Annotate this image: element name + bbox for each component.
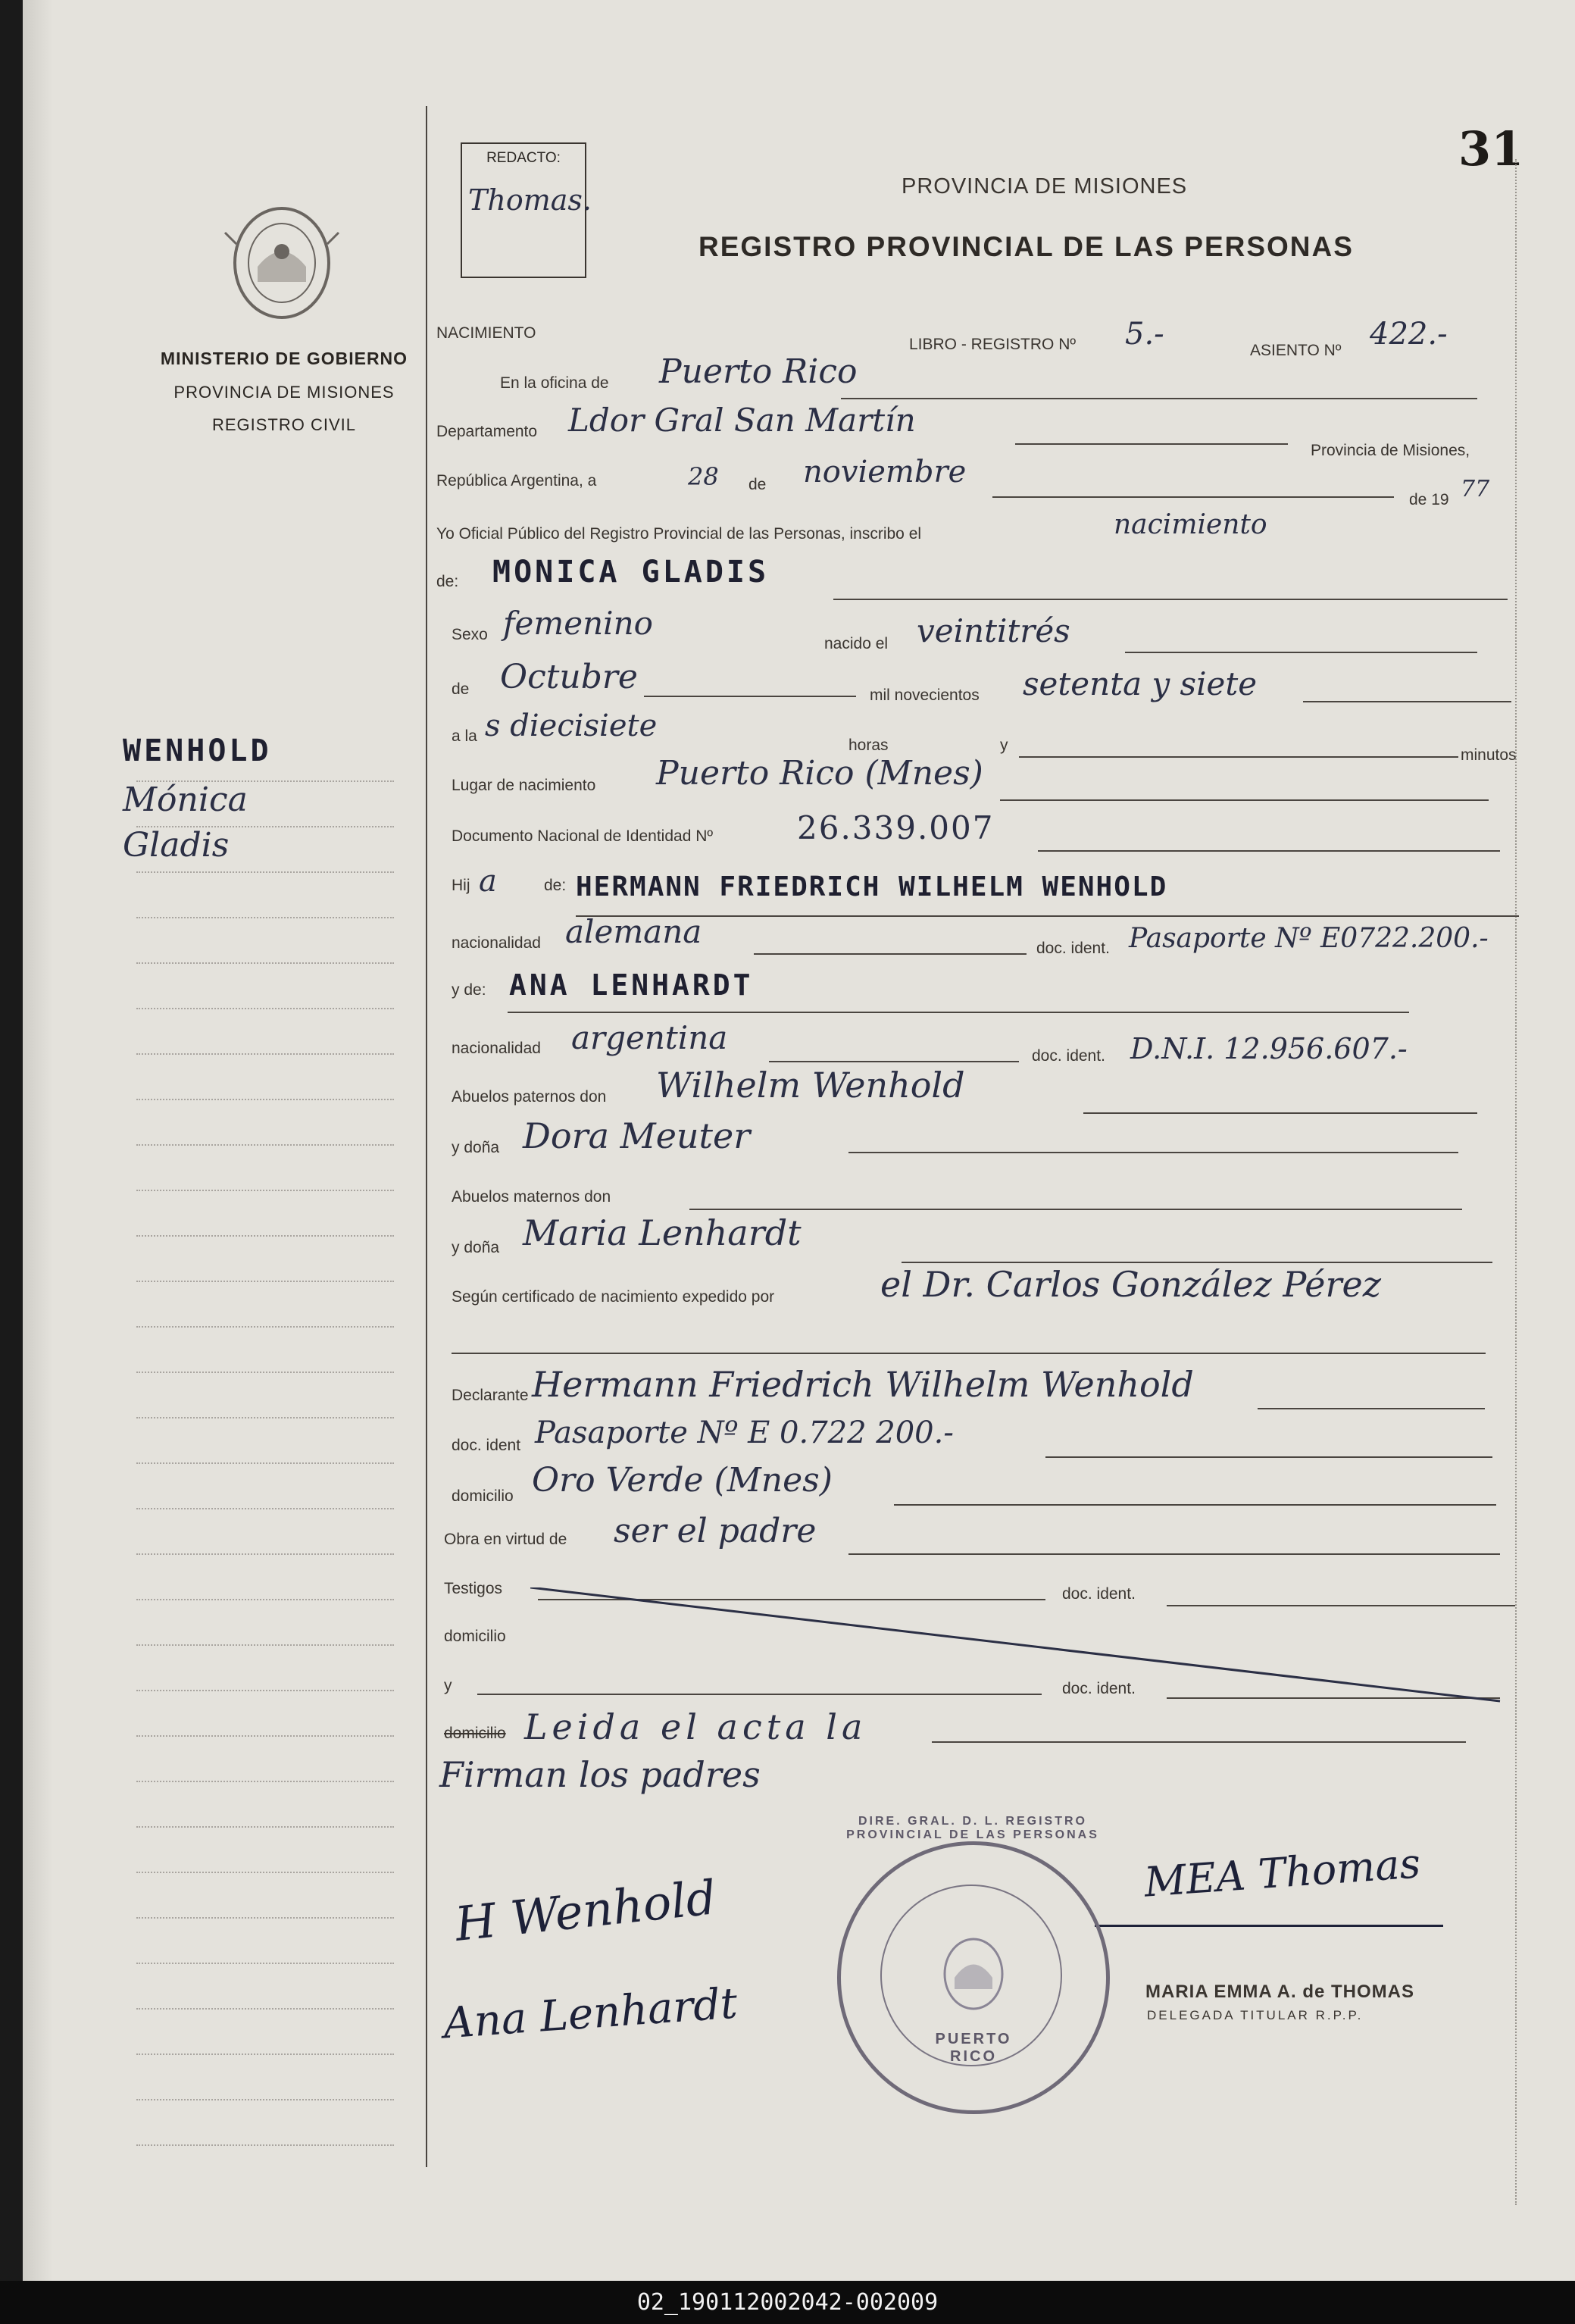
doc-decl-label: doc. ident <box>452 1437 521 1454</box>
redacto-label: REDACTO: <box>486 150 561 166</box>
mes-nac-line <box>644 696 856 697</box>
ab-pat-dona-value: Dora Meuter <box>523 1115 751 1156</box>
testigos-label: Testigos <box>444 1580 503 1597</box>
margin-rule <box>136 1190 394 1191</box>
margin-rule <box>136 1144 394 1146</box>
minutos-label: minutos <box>1461 746 1517 764</box>
y2-label: y <box>444 1677 452 1694</box>
margin-rule <box>136 962 394 964</box>
father-signature: H Wenhold <box>452 1869 719 1952</box>
margin-rule <box>136 1644 394 1646</box>
horas-label: horas <box>848 737 889 754</box>
official-title: DELEGADA TITULAR R.P.P. <box>1147 2008 1364 2022</box>
margin-rule <box>136 2099 394 2100</box>
de19-label: de 19 <box>1409 491 1449 508</box>
y-de-label: y de: <box>452 981 486 999</box>
hij-label: Hij <box>452 877 470 894</box>
oficina-line <box>841 398 1477 399</box>
nombre-value: MONICA GLADIS <box>492 555 770 590</box>
ab-pat-line <box>1083 1112 1477 1114</box>
margin-rule <box>136 1417 394 1418</box>
de-mes-label: de <box>748 476 767 493</box>
madre-value: ANA LENHARDT <box>509 968 754 1002</box>
sexo-value: femenino <box>503 605 653 642</box>
domicilio-label: domicilio <box>452 1487 514 1505</box>
nac-padre-value: alemana <box>565 913 702 950</box>
official-signature: MEA Thomas <box>1142 1839 1423 1906</box>
firman-value: Firman los padres <box>439 1754 761 1795</box>
seal-center-text: PUERTO RICO <box>935 2031 1012 2065</box>
nac-padre-label: nacionalidad <box>452 934 541 952</box>
margin-rule <box>136 1281 394 1282</box>
departamento-value: Ldor Gral San Martín <box>568 402 916 439</box>
doc-padre-label: doc. ident. <box>1036 940 1110 957</box>
nacido-value: veintitrés <box>917 612 1070 649</box>
lugar-value: Puerto Rico (Mnes) <box>656 754 983 793</box>
official-signature-line <box>1095 1925 1443 1927</box>
inscribo-value: nacimiento <box>1114 509 1267 540</box>
madre-line <box>508 1012 1409 1013</box>
domicilio2-label: domicilio <box>444 1628 506 1645</box>
alas-label: a la <box>452 727 477 745</box>
coat-of-arms-emblem <box>221 199 342 327</box>
lugar-label: Lugar de nacimiento <box>452 777 596 794</box>
sexo-label: Sexo <box>452 626 488 643</box>
page-number: 31 <box>1458 121 1524 177</box>
margin-rule <box>136 1008 394 1009</box>
ministry-label: MINISTERIO DE GOBIERNO <box>160 349 408 368</box>
dni-line <box>1038 850 1500 852</box>
declarante-label: Declarante <box>452 1387 529 1404</box>
departamento-line <box>1015 443 1288 445</box>
padre-value: HERMANN FRIEDRICH WILHELM WENHOLD <box>576 871 1168 902</box>
margin-rule <box>136 1917 394 1919</box>
obra-value: ser el padre <box>614 1512 817 1550</box>
margin-rule <box>136 1326 394 1328</box>
nac-madre-line <box>769 1061 1019 1062</box>
margin-rule <box>136 2008 394 2010</box>
nac-madre-value: argentina <box>571 1019 728 1056</box>
doc-decl-line <box>1045 1456 1492 1458</box>
margin-rule <box>136 1735 394 1737</box>
testigos-doc-label: doc. ident. <box>1062 1585 1136 1603</box>
margin-rule <box>136 780 394 782</box>
hij-de-label: de: <box>544 877 567 894</box>
ab-pat-value: Wilhelm Wenhold <box>656 1065 965 1106</box>
certificado-label: Según certificado de nacimiento expedido por <box>452 1288 775 1306</box>
registry-label: REGISTRO CIVIL <box>211 415 357 434</box>
image-id-footer: 02_190112002042-002009 <box>0 2281 1575 2324</box>
asiento-label: ASIENTO Nº <box>1250 342 1342 359</box>
ab-mat-label: Abuelos maternos don <box>452 1188 611 1206</box>
margin-rule <box>136 917 394 918</box>
margin-rule <box>136 1781 394 1782</box>
oficina-value: Puerto Rico <box>659 352 858 391</box>
page-title: REGISTRO PROVINCIAL DE LAS PERSONAS <box>698 231 1354 262</box>
ab-mat-line <box>689 1209 1462 1210</box>
seal-emblem-icon <box>936 1928 1011 2019</box>
anio-value: 77 <box>1461 476 1490 502</box>
margin-rule <box>136 1462 394 1464</box>
doc-madre-label: doc. ident. <box>1032 1047 1105 1065</box>
leida-value: Leida el acta la <box>524 1706 867 1747</box>
registry-seal <box>837 1815 1110 2114</box>
departamento-label: Departamento <box>436 423 538 440</box>
provincia-label: Provincia de Misiones, <box>1311 442 1470 459</box>
nac-padre-line <box>754 953 1027 955</box>
libro-value: 5.- <box>1125 317 1164 352</box>
nombre-line <box>833 599 1508 600</box>
dni-label: Documento Nacional de Identidad Nº <box>452 827 714 845</box>
margin-rule <box>136 1235 394 1237</box>
ab-mat-dona-line <box>902 1262 1492 1263</box>
domicilio-line <box>894 1504 1496 1506</box>
y2-doc-label: doc. ident. <box>1062 1680 1136 1697</box>
republica-label: República Argentina, a <box>436 472 597 490</box>
margin-surname: WENHOLD <box>123 733 272 768</box>
nac-madre-label: nacionalidad <box>452 1040 541 1057</box>
mil-label: mil novecientos <box>870 687 980 704</box>
ab-mat-dona-label: y doña <box>452 1239 500 1256</box>
margin-name-2: Gladis <box>123 826 230 865</box>
redacto-value: Thomas. <box>468 183 592 217</box>
dni-value: 26.339.007 <box>797 809 995 846</box>
seal-ring-text: DIRE. GRAL. D. L. REGISTRO PROVINCIAL DE LAS PERSONAS <box>846 1815 1099 1841</box>
hij-suffix: a <box>479 864 497 899</box>
y-label: y <box>1000 737 1008 754</box>
margin-rule <box>136 2144 394 2146</box>
mother-signature: Ana Lenhardt <box>442 1978 739 2049</box>
margin-rule <box>136 1826 394 1828</box>
margin-rule <box>136 826 394 827</box>
margin-rule <box>136 1508 394 1509</box>
void-slash <box>530 1587 1508 1709</box>
de-nombre-label: de: <box>436 573 459 590</box>
margin-rule <box>136 1872 394 1873</box>
hora-line <box>1019 756 1458 758</box>
oficial-text: Yo Oficial Público del Registro Provincial de las Personas, inscribo el <box>436 525 922 543</box>
margin-rule <box>136 871 394 873</box>
register-page <box>23 0 1575 2281</box>
obra-line <box>848 1553 1500 1555</box>
margin-rule <box>136 1372 394 1373</box>
margin-rule <box>136 1963 394 1964</box>
margin-rule <box>136 1099 394 1100</box>
ab-pat-dona-label: y doña <box>452 1139 500 1156</box>
mil-value: setenta y siete <box>1023 665 1258 702</box>
header-province: PROVINCIA DE MISIONES <box>902 174 1188 199</box>
margin-rule <box>136 1690 394 1691</box>
libro-label: LIBRO - REGISTRO Nº <box>909 336 1077 353</box>
declarante-line <box>1258 1408 1485 1409</box>
asiento-value: 422.- <box>1370 317 1448 352</box>
nacido-line <box>1125 652 1477 653</box>
obra-label: Obra en virtud de <box>444 1531 567 1548</box>
leida-line <box>932 1741 1466 1743</box>
mes-nac-value: Octubre <box>500 658 638 696</box>
lugar-line <box>1000 799 1489 801</box>
form-right-border <box>1515 159 1517 2205</box>
mil-line <box>1303 701 1511 702</box>
de-mes-nac-label: de <box>452 680 470 698</box>
ab-pat-label: Abuelos paternos don <box>452 1088 607 1106</box>
margin-rule <box>136 2053 394 2055</box>
declarante-value: Hermann Friedrich Wilhelm Wenhold <box>532 1364 1194 1405</box>
nacido-label: nacido el <box>824 635 889 652</box>
republica-line <box>992 496 1394 498</box>
nacimiento-label: NACIMIENTO <box>436 324 536 342</box>
mes-value: noviembre <box>803 455 967 490</box>
certificado-line <box>452 1353 1486 1354</box>
margin-rule <box>136 1599 394 1600</box>
ab-mat-dona-value: Maria Lenhardt <box>523 1212 802 1253</box>
dia-value: 28 <box>688 462 719 491</box>
doc-madre-value: D.N.I. 12.956.607.- <box>1130 1032 1408 1065</box>
doc-decl-value: Pasaporte Nº E 0.722 200.- <box>535 1415 954 1450</box>
province-label: PROVINCIA DE MISIONES <box>173 383 395 402</box>
form-left-border <box>426 106 427 2167</box>
domicilio-value: Oro Verde (Mnes) <box>532 1461 833 1500</box>
margin-rule <box>136 1053 394 1055</box>
ab-pat-dona-line <box>848 1152 1458 1153</box>
padre-line <box>576 915 1519 917</box>
official-name: MARIA EMMA A. de THOMAS <box>1145 1981 1414 2002</box>
hora-value: s diecisiete <box>485 708 658 743</box>
certificado-value: el Dr. Carlos González Pérez <box>880 1264 1381 1305</box>
redacto-box <box>461 142 592 278</box>
margin-name-1: Mónica <box>123 780 248 819</box>
doc-padre-value: Pasaporte Nº E0722.200.- <box>1129 923 1489 954</box>
margin-rule <box>136 1553 394 1555</box>
oficina-label: En la oficina de <box>500 374 609 392</box>
struck-label: domicilio <box>444 1725 506 1742</box>
